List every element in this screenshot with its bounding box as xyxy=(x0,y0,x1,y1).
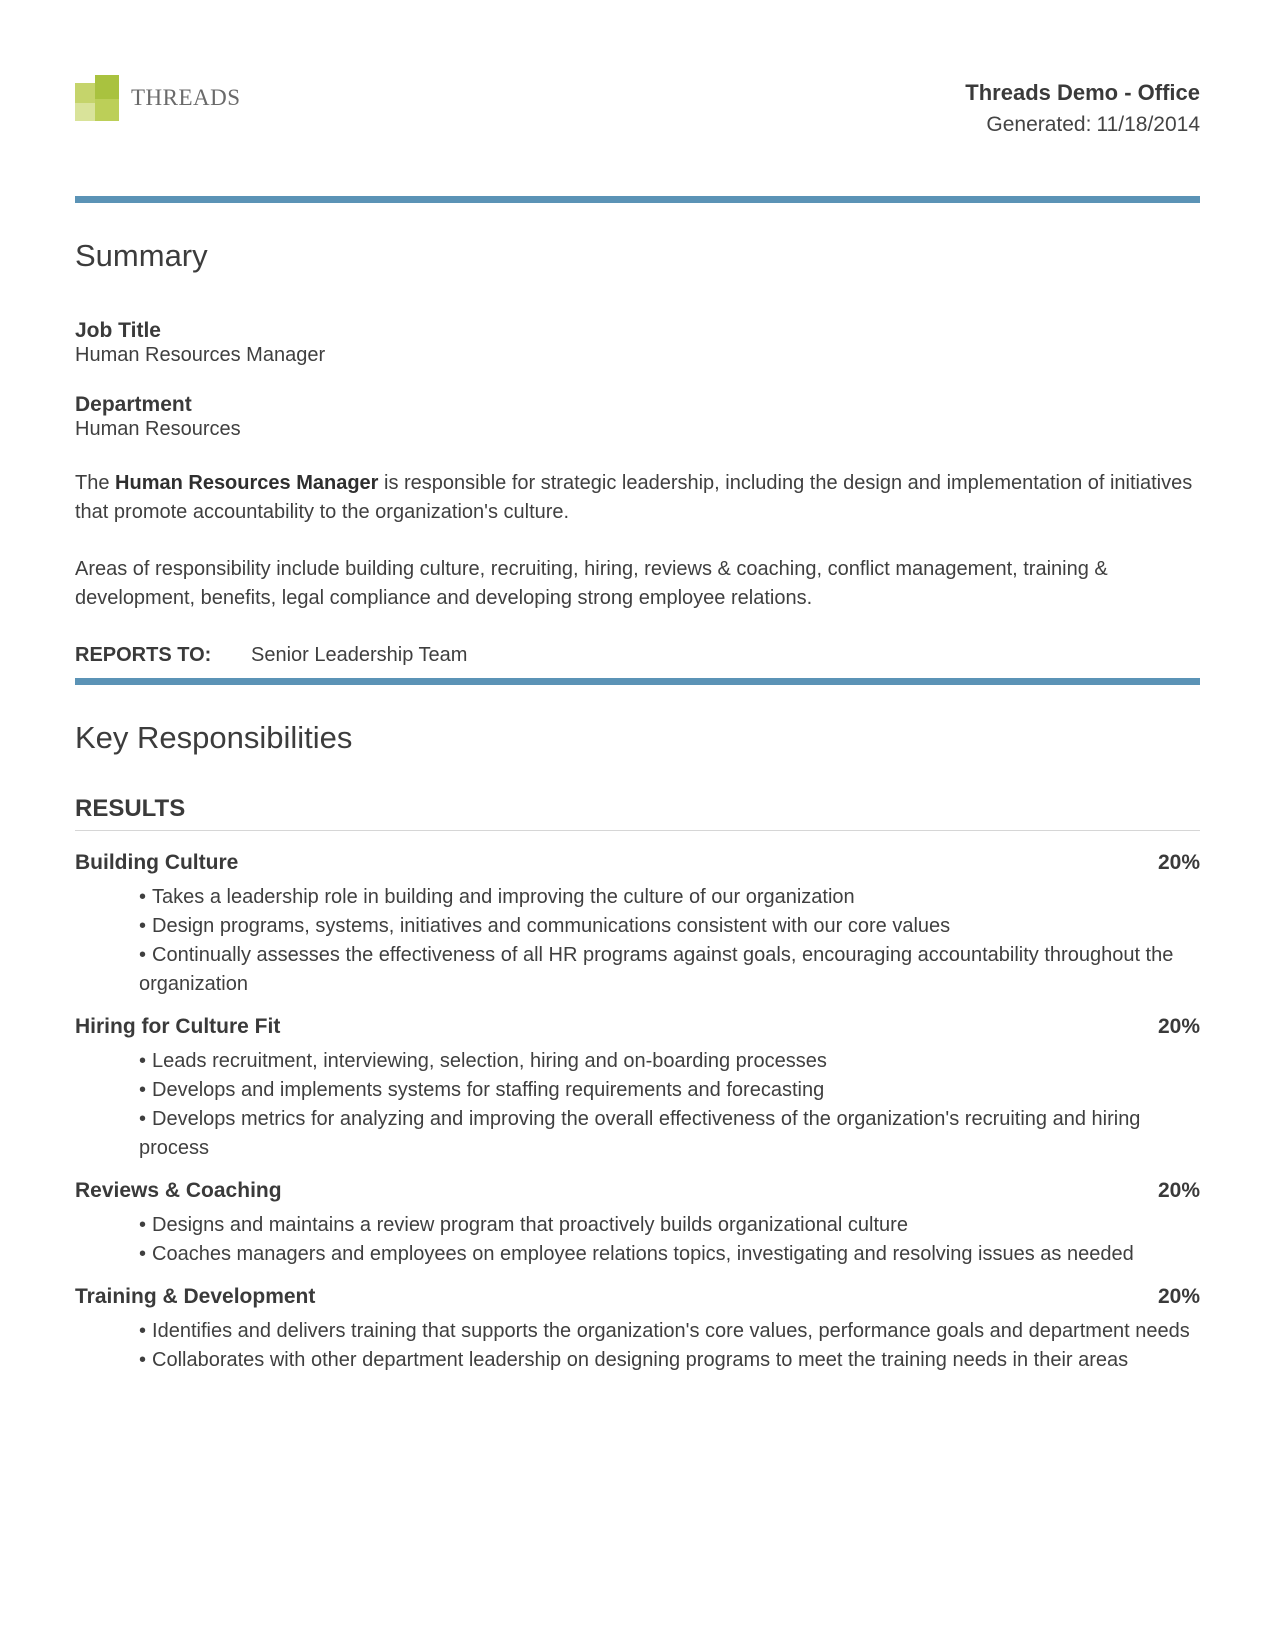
bullet-item xyxy=(139,1346,1200,1375)
bullet-text: Develops metrics for analyzing and improving the overall effectiveness of the organization's recruiting and hiring process xyxy=(139,1108,1141,1159)
bullet-text: Leads recruitment, interviewing, selection, hiring and on-boarding processes xyxy=(152,1050,827,1072)
threads-logo xyxy=(75,75,241,121)
bullet-item xyxy=(139,1317,1200,1346)
responsibility-bullets xyxy=(75,1317,1200,1375)
org-name: Threads Demo - Office xyxy=(965,80,1200,105)
bullet-dot-icon: • xyxy=(139,1079,147,1101)
bullet-item xyxy=(139,1240,1200,1269)
responsibility-percent: 20% xyxy=(1157,1015,1200,1038)
key-responsibilities-title: Key Responsibilities xyxy=(75,720,353,755)
bullet-dot-icon: • xyxy=(139,1243,147,1265)
summary-paragraph-role: Human Resources Manager xyxy=(115,472,379,494)
logo-wordmark: THREADS xyxy=(131,85,241,110)
responsibility-item xyxy=(75,1013,1200,1163)
bullet-dot-icon: • xyxy=(139,1108,147,1130)
bullet-dot-icon: • xyxy=(139,1320,147,1342)
summary-paragraph xyxy=(75,469,1200,527)
bullet-item xyxy=(139,1105,1200,1163)
bullet-item xyxy=(139,912,1200,941)
document-page xyxy=(75,0,1200,1375)
responsibility-header xyxy=(75,1283,1200,1311)
responsibility-percent: 20% xyxy=(1157,1179,1200,1202)
section-divider xyxy=(75,678,1200,685)
responsibility-header xyxy=(75,1013,1200,1041)
reports-to-value: Senior Leadership Team xyxy=(251,644,468,666)
generated-line xyxy=(965,112,1200,138)
job-title-label: Job Title xyxy=(75,319,161,342)
org-info xyxy=(965,80,1200,138)
bullet-text: Takes a leadership role in building and improving the culture of our organization xyxy=(152,886,855,908)
bullet-dot-icon: • xyxy=(139,1214,147,1236)
threads-logo-icon xyxy=(75,75,121,121)
bullet-item xyxy=(139,1211,1200,1240)
bullet-dot-icon: • xyxy=(139,886,147,908)
responsibility-bullets xyxy=(75,883,1200,999)
responsibility-percent: 20% xyxy=(1157,851,1200,874)
bullet-dot-icon: • xyxy=(139,915,147,937)
department-label: Department xyxy=(75,393,192,416)
bullet-text: Designs and maintains a review program that proactively builds organizational culture xyxy=(152,1214,908,1236)
responsibility-name: Training & Development xyxy=(75,1285,316,1308)
bullet-dot-icon: • xyxy=(139,1050,147,1072)
generated-date: 11/18/2014 xyxy=(1096,113,1200,136)
job-title-value: Human Resources Manager xyxy=(75,344,326,366)
reports-to-label: REPORTS TO: xyxy=(75,644,212,666)
reports-to-row xyxy=(75,643,1200,668)
document-header xyxy=(75,0,1200,196)
results-heading: RESULTS xyxy=(75,794,1200,831)
bullet-text: Continually assesses the effectiveness of all HR programs against goals, encouraging accountability throughout the organization xyxy=(139,944,1174,995)
bullet-item xyxy=(139,941,1200,999)
job-title-field xyxy=(75,318,1200,368)
generated-label: Generated: xyxy=(986,113,1092,136)
key-responsibilities-section xyxy=(75,685,1200,1375)
responsibility-bullets xyxy=(75,1211,1200,1269)
department-field xyxy=(75,392,1200,442)
responsibility-name: Reviews & Coaching xyxy=(75,1179,282,1202)
bullet-text: Coaches managers and employees on employee relations topics, investigating and resolving issues as needed xyxy=(152,1243,1134,1265)
summary-paragraph-prefix: The xyxy=(75,472,116,494)
bullet-text: Collaborates with other department leadership on designing programs to meet the training needs in their areas xyxy=(152,1349,1129,1371)
summary-paragraph-text: is responsible for strategic leadership, including the design and implementation of initiatives that promote accountability to the organization's culture. xyxy=(75,472,1193,523)
bullet-text: Design programs, systems, initiatives and communications consistent with our core values xyxy=(152,915,951,937)
responsibility-item xyxy=(75,1177,1200,1269)
bullet-item xyxy=(139,1076,1200,1105)
bullet-dot-icon: • xyxy=(139,944,147,966)
responsibility-item xyxy=(75,1283,1200,1375)
bullet-item xyxy=(139,883,1200,912)
responsibility-item xyxy=(75,849,1200,999)
responsibility-name: Hiring for Culture Fit xyxy=(75,1015,281,1038)
responsibility-bullets xyxy=(75,1047,1200,1163)
responsibility-name: Building Culture xyxy=(75,851,239,874)
responsibility-areas-paragraph: Areas of responsibility include building culture, recruiting, hiring, reviews & coaching, conflict management, training & development, benefits, legal compliance and developing strong employee relations. xyxy=(75,558,1108,609)
bullet-text: Identifies and delivers training that supports the organization's core values, performance goals and department needs xyxy=(152,1320,1190,1342)
department-value: Human Resources xyxy=(75,418,241,440)
responsibility-percent: 20% xyxy=(1157,1285,1200,1308)
responsibility-header xyxy=(75,849,1200,877)
responsibility-list xyxy=(75,849,1200,1375)
responsibility-header xyxy=(75,1177,1200,1205)
bullet-dot-icon: • xyxy=(139,1349,147,1371)
bullet-item xyxy=(139,1047,1200,1076)
summary-title: Summary xyxy=(75,238,208,273)
bullet-text: Develops and implements systems for staffing requirements and forecasting xyxy=(152,1079,825,1101)
summary-section xyxy=(75,203,1200,678)
section-divider xyxy=(75,196,1200,203)
